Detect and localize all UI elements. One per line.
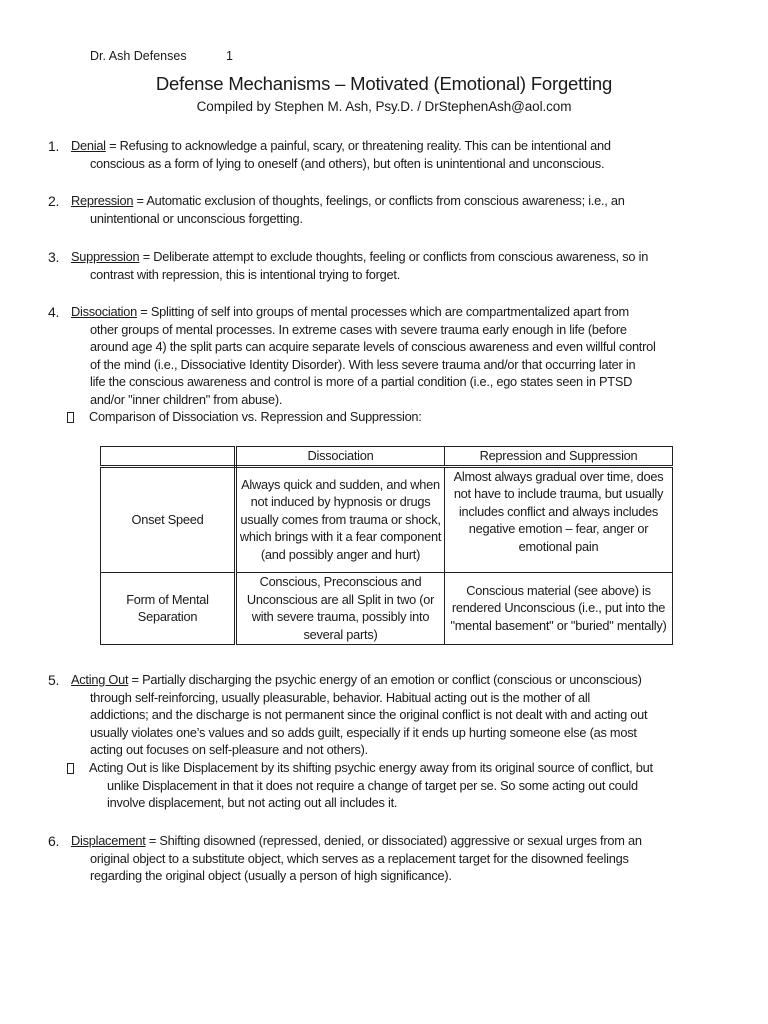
item-text: through self-reinforcing, usually pleasurable, behavior. Habitual acting out is the mother of all (90, 689, 591, 705)
term-displacement: Displacement (71, 833, 146, 848)
table-header-cell: Repression and Suppression (445, 447, 673, 467)
table-header-cell: Dissociation (236, 447, 445, 467)
item-text: = Automatic exclusion of thoughts, feelings, or conflicts from conscious awareness; i.e., an (133, 193, 625, 208)
item-text: of the mind (i.e., Dissociative Identity Disorder). With less severe trauma and/or that occurring later in (90, 356, 636, 372)
item-text: unintentional or unconscious forgetting. (90, 210, 303, 226)
table-row (101, 466, 673, 572)
item-number: 5. (48, 672, 60, 688)
item-text: regarding the original object (usually a person of high significance). (90, 868, 452, 883)
item-text: other groups of mental processes. In extreme cases with severe trauma early enough in life (before (90, 321, 627, 337)
bullet-text: unlike Displacement in that it does not require a change of target per se. So some acting out could (107, 777, 638, 793)
item-text: = Deliberate attempt to exclude thoughts, feeling or conflicts from conscious awareness, so in (139, 249, 649, 264)
list-item-displacement (48, 832, 698, 885)
term-suppression: Suppression (71, 249, 140, 264)
page-number: 1 (226, 49, 233, 63)
bullet-box-icon (67, 412, 74, 423)
bullet-text: involve displacement, but not acting out all includes it. (107, 795, 398, 810)
bullet-text: Comparison of Dissociation vs. Repression and Suppression: (89, 409, 422, 424)
table-cell: Almost always gradual over time, does not have to include trauma, but usually includes conflict and always includes negative emotion – fear, anger or emotional pain (445, 466, 673, 572)
item-text: around age 4) the split parts can acquire separate levels of conscious awareness and even willful control (90, 339, 656, 354)
item-text: conscious as a form of lying to oneself (and others), but often is unintentional and unconscious. (90, 155, 605, 171)
list-item-repression (48, 192, 698, 227)
table-row (101, 572, 673, 644)
table-header-row (101, 447, 673, 467)
item-number: 6. (48, 833, 60, 849)
term-dissociation: Dissociation (71, 304, 137, 319)
item-number: 2. (48, 193, 60, 209)
running-header (90, 49, 233, 63)
item-text: addictions; and the discharge is not permanent since the original conflict is not dealt with and acting out (90, 707, 648, 722)
item-text: = Partially discharging the psychic energy of an emotion or conflict (conscious or unconscious) (128, 672, 642, 687)
item-text: contrast with repression, this is intentional trying to forget. (90, 266, 401, 282)
row-label: Form of Mental Separation (101, 572, 236, 644)
table-cell: Always quick and sudden, and when not induced by hypnosis or drugs usually comes from trauma or shock, which brings with it a fear component (and possibly anger and hurt) (236, 466, 445, 572)
table-cell: Conscious, Preconscious and Unconscious are all Split in two (or with severe trauma, possibly into several parts) (236, 572, 445, 644)
item-number: 3. (48, 249, 60, 265)
item-text: acting out focuses on self-pleasure and not others). (90, 742, 368, 757)
term-denial: Denial (71, 138, 106, 153)
item-text: = Shifting disowned (repressed, denied, or dissociated) aggressive or sexual urges from an (145, 833, 642, 848)
document-title: Defense Mechanisms – Motivated (Emotional) Forgetting (155, 73, 613, 94)
bullet-text: Acting Out is like Displacement by its shifting psychic energy away from its original source of conflict, but (89, 760, 653, 775)
list-item-denial (48, 137, 698, 172)
document-subtitle: Compiled by Stephen M. Ash, Psy.D. / DrStephenAsh@aol.com (196, 99, 572, 114)
item-text: usually violates one’s values and so adds guilt, especially if it ends up hurting someone else (as most (90, 724, 637, 740)
table-header-cell (101, 447, 236, 467)
term-repression: Repression (71, 193, 134, 208)
item-number: 4. (48, 304, 60, 320)
bullet-box-icon (67, 763, 74, 774)
list-item-suppression (48, 248, 698, 283)
item-text: = Refusing to acknowledge a painful, scary, or threatening reality. This can be intentional and (105, 138, 611, 153)
item-text: life the conscious awareness and control is more of a partial condition (i.e., ego states seen in PTSD (90, 374, 633, 389)
term-acting-out: Acting Out (71, 672, 129, 687)
comparison-table (100, 446, 673, 645)
item-text: and/or "inner children" from abuse). (90, 391, 283, 407)
list-item-dissociation (48, 303, 698, 408)
list-item-acting-out (48, 671, 698, 759)
table-cell: Conscious material (see above) is rendered Unconscious (i.e., put into the "mental basement" or "buried" mentally) (445, 572, 673, 644)
item-text: = Splitting of self into groups of mental processes which are compartmentalized apart from (137, 304, 629, 319)
row-label: Onset Speed (101, 466, 236, 572)
item-text: original object to a substitute object, which serves as a replacement target for the disowned feelings (90, 850, 629, 866)
item-number: 1. (48, 138, 60, 154)
running-title: Dr. Ash Defenses (90, 49, 187, 63)
